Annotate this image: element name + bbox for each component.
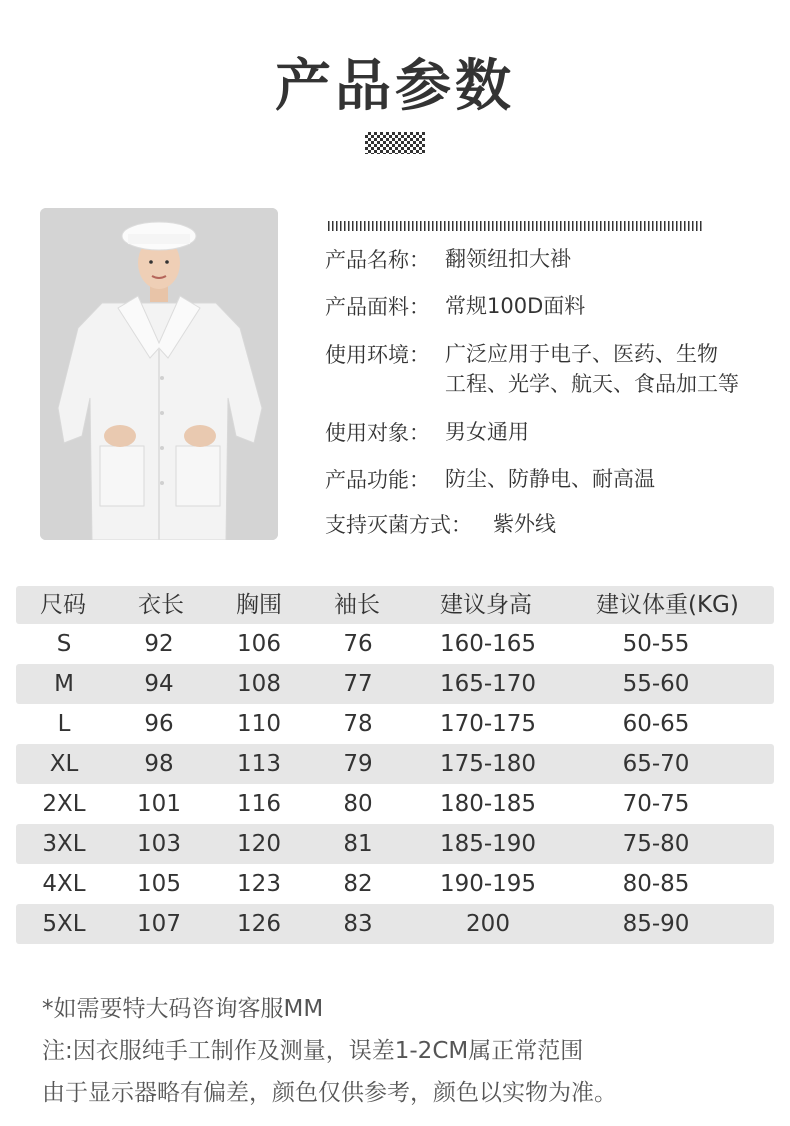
table-cell: 170-175: [439, 711, 537, 737]
table-cell: 2XL: [42, 791, 86, 817]
spec-label: 产品面料：: [325, 295, 430, 319]
table-cell: 105: [137, 871, 181, 897]
spec-label: 使用环境：: [325, 343, 430, 367]
product-photo: [40, 208, 278, 540]
table-cell: L: [57, 711, 71, 737]
table-cell: 98: [144, 751, 174, 777]
column-header: 建议体重(KG): [596, 592, 739, 618]
table-cell: 116: [237, 791, 281, 817]
table-cell: 123: [237, 871, 281, 897]
table-row: [16, 744, 774, 784]
table-cell: 70-75: [622, 791, 690, 817]
table-cell: 3XL: [42, 831, 86, 857]
spec-value: 常规100D面料: [445, 294, 586, 318]
table-cell: 165-170: [439, 671, 537, 697]
table-cell: 75-80: [622, 831, 690, 857]
hatch-divider: [328, 221, 702, 231]
page-title: 产品参数: [275, 54, 515, 119]
table-header-row: [16, 586, 774, 624]
table-cell: 200: [466, 911, 510, 937]
table-cell: 77: [343, 671, 373, 697]
table-cell: 175-180: [439, 751, 537, 777]
table-cell: 60-65: [622, 711, 690, 737]
table-cell: 160-165: [439, 631, 537, 657]
table-cell: 92: [144, 631, 174, 657]
column-header: 袖长: [334, 592, 380, 618]
table-cell: 82: [343, 871, 373, 897]
spec-label: 产品名称：: [325, 248, 430, 272]
table-row: [16, 824, 774, 864]
table-row: [16, 784, 774, 824]
table-cell: 108: [237, 671, 281, 697]
column-header: 衣长: [138, 592, 184, 618]
table-cell: 126: [237, 911, 281, 937]
table-cell: M: [54, 671, 74, 697]
table-cell: 180-185: [439, 791, 537, 817]
table-row: [16, 704, 774, 744]
table-row: [16, 864, 774, 904]
spec-label: 产品功能：: [325, 468, 430, 492]
size-table: [16, 586, 774, 944]
note-line: 由于显示器略有偏差，颜色仅供参考，颜色以实物为准。: [42, 1080, 617, 1106]
table-cell: 190-195: [439, 871, 537, 897]
note-line: 注:因衣服纯手工制作及测量，误差1-2CM属正常范围: [42, 1038, 584, 1064]
table-cell: 4XL: [42, 871, 86, 897]
checker-divider: [365, 132, 425, 154]
table-cell: 83: [343, 911, 373, 937]
table-cell: 110: [237, 711, 281, 737]
spec-value: 紫外线: [493, 512, 556, 536]
column-header: 胸围: [236, 592, 282, 618]
spec-label: 使用对象：: [325, 421, 430, 445]
table-cell: 65-70: [622, 751, 690, 777]
table-cell: 81: [343, 831, 373, 857]
table-cell: 5XL: [42, 911, 86, 937]
table-row: [16, 664, 774, 704]
table-cell: 113: [237, 751, 281, 777]
table-cell: 79: [343, 751, 373, 777]
table-body: [16, 624, 774, 944]
lab-coat-illustration: [40, 208, 278, 540]
spec-label: 支持灭菌方式：: [325, 513, 472, 537]
table-cell: 80-85: [622, 871, 690, 897]
table-cell: 103: [137, 831, 181, 857]
table-cell: 120: [237, 831, 281, 857]
table-cell: 78: [343, 711, 373, 737]
table-cell: 101: [137, 791, 181, 817]
table-cell: 106: [237, 631, 281, 657]
table-cell: S: [56, 631, 72, 657]
table-cell: 55-60: [622, 671, 690, 697]
table-cell: 94: [144, 671, 174, 697]
spec-value: 翻领纽扣大褂: [445, 247, 571, 271]
spec-value: 广泛应用于电子、医药、生物: [445, 342, 718, 366]
spec-value: 防尘、防静电、耐高温: [445, 467, 655, 491]
spec-value-line2: 工程、光学、航天、食品加工等: [445, 372, 739, 396]
note-line: *如需要特大码咨询客服MM: [42, 996, 324, 1022]
spec-value: 男女通用: [445, 420, 529, 444]
table-cell: 107: [137, 911, 181, 937]
table-cell: 96: [144, 711, 174, 737]
table-cell: 50-55: [622, 631, 690, 657]
table-row: [16, 904, 774, 944]
column-header: 尺码: [40, 592, 86, 618]
table-cell: 85-90: [622, 911, 690, 937]
table-cell: XL: [49, 751, 79, 777]
table-cell: 76: [343, 631, 373, 657]
table-row: [16, 624, 774, 664]
table-cell: 185-190: [439, 831, 537, 857]
column-header: 建议身高: [440, 592, 532, 618]
table-cell: 80: [343, 791, 373, 817]
